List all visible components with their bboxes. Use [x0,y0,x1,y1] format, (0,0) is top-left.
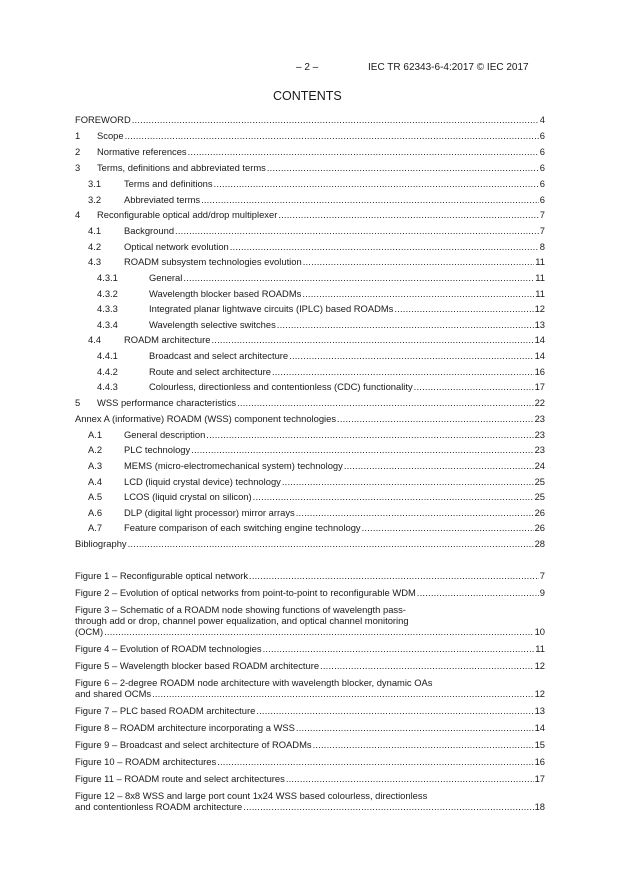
dot-leader [313,739,534,750]
toc-entry[interactable] [75,225,545,241]
toc-entry-page: 25 [534,475,545,487]
figure-page: 7 [539,570,545,581]
toc-entry-page: 23 [534,412,545,424]
toc-entry-label: Feature comparison of each switching engine technology [124,522,361,534]
toc-entry[interactable] [75,241,545,257]
toc-entry-number: 4.3.3 [97,303,118,315]
toc-entry-number: 3.2 [88,193,102,205]
toc-entry[interactable] [75,366,545,382]
figure-page: 13 [534,705,545,716]
figure-page: 11 [535,643,545,654]
toc-entry-label: LCOS (liquid crystal on silicon) [124,491,252,503]
figure-caption: Figure 8 – ROADM architecture incorporating a WSS [75,722,295,733]
dot-leader [201,194,539,205]
figure-entry[interactable] [75,773,545,784]
toc-entry-page: 12 [534,303,545,315]
dot-leader [214,178,539,189]
toc-entry-page: 8 [539,240,545,252]
figure-caption-line: through add or drop, channel power equalization, and optical channel monitoring [75,615,409,626]
toc-entry-label: Background [124,225,175,237]
toc-entry-page: 28 [534,537,545,549]
toc-entry[interactable] [75,209,545,225]
toc-entry[interactable] [75,413,545,429]
figure-entry[interactable] [75,790,545,812]
dot-leader [206,429,533,440]
toc-entry-page: 6 [539,162,545,173]
toc-entry[interactable] [75,444,545,460]
figure-page: 14 [534,722,545,733]
toc-entry[interactable] [75,256,545,272]
toc-entry-label: Terms, definitions and abbreviated terms [97,162,266,173]
figure-page: 15 [534,739,545,750]
toc-entry[interactable] [75,288,545,304]
dot-leader [302,288,534,299]
toc-entry[interactable] [75,178,545,194]
toc-entry-label: Optical network evolution [124,240,229,252]
figure-caption-line: Figure 3 – Schematic of a ROADM node showing functions of wavelength pass- [75,604,406,615]
figure-caption: Figure 11 – ROADM route and select architectures [75,773,285,784]
figure-page: 17 [534,773,545,784]
toc-entry-page: 24 [534,459,545,471]
figure-entry[interactable] [75,756,545,767]
list-of-figures [75,570,545,818]
toc-entry-label: DLP (digital light processor) mirror arrays [124,506,295,518]
figure-entry[interactable] [75,722,545,733]
toc-entry-page: 23 [534,428,545,440]
figure-page: 18 [534,801,545,812]
toc-entry[interactable] [75,130,545,146]
dot-leader [296,722,534,733]
toc-entry[interactable] [75,491,545,507]
figure-page: 9 [539,587,545,598]
dot-leader [296,507,534,518]
toc-entry-label: Annex A (informative) ROADM (WSS) component technologies [75,412,337,424]
dot-leader [272,366,534,377]
toc-entry-number: 4.4.1 [97,349,118,361]
dot-leader [128,538,534,549]
dot-leader [183,272,534,283]
toc-entry-label: Broadcast and select architecture [149,349,289,361]
toc-entry[interactable] [75,522,545,538]
toc-entry-number: 3.1 [88,178,102,189]
toc-entry[interactable] [75,538,545,554]
toc-entry-label: Colourless, directionless and contentionless (CDC) functionality [149,381,413,393]
toc-entry[interactable] [75,334,545,350]
dot-leader [303,256,535,267]
toc-entry-page: 26 [534,506,545,518]
document-reference: IEC TR 62343-6-4:2017 © IEC 2017 [368,62,529,73]
figure-entry[interactable] [75,677,545,699]
toc-entry-number: A.7 [88,522,103,534]
dot-leader [289,350,533,361]
figure-caption: and shared OCMs [75,688,152,699]
dot-leader [362,522,534,533]
toc-entry-number: 4.2 [88,240,102,252]
toc-entry-label: ROADM subsystem technologies evolution [124,256,302,268]
figure-caption: Figure 10 – ROADM architectures [75,756,217,767]
dot-leader [267,162,539,173]
toc-entry-label: FOREWORD [75,114,131,125]
toc-entry-number: A.3 [88,459,103,471]
toc-entry-number: 4.4.3 [97,381,118,393]
figure-entry[interactable] [75,587,545,598]
toc-entry-label: Wavelength selective switches [149,318,276,330]
figure-entry[interactable] [75,604,545,637]
toc-entry-label: Reconfigurable optical add/drop multiplexer [97,209,278,221]
toc-entry-label: WSS performance characteristics [97,396,237,408]
dot-leader [286,773,534,784]
toc-entry-page: 11 [535,271,545,283]
toc-entry-label: General [149,271,183,283]
table-of-contents [75,114,545,554]
toc-entry-label: Integrated planar lightwave circuits (IPLC) based ROADMs [149,303,394,315]
dot-leader [344,460,534,471]
dot-leader [249,570,539,581]
dot-leader [282,476,534,487]
figure-page: 12 [534,660,545,671]
toc-entry[interactable] [75,114,545,130]
figure-entry[interactable] [75,705,545,716]
dot-leader [394,303,533,314]
figure-caption: and contentionless ROADM architecture [75,801,243,812]
toc-entry-label: Bibliography [75,537,127,549]
dot-leader [337,413,534,424]
figure-entry[interactable] [75,739,545,750]
toc-entry-page: 16 [534,365,545,377]
dot-leader [211,334,533,345]
figure-caption-line: Figure 12 – 8x8 WSS and large port count 1x24 WSS based colourless, directionless [75,790,428,801]
toc-entry-label: LCD (liquid crystal device) technology [124,475,281,487]
dot-leader [243,801,533,812]
contents-heading: CONTENTS [273,89,342,103]
figure-caption: Figure 7 – PLC based ROADM architecture [75,705,256,716]
toc-entry[interactable] [75,476,545,492]
dot-leader [188,146,539,157]
toc-entry[interactable] [75,303,545,319]
dot-leader [320,660,534,671]
dot-leader [237,397,533,408]
toc-entry-number: 4.3.1 [97,271,118,283]
toc-entry-page: 6 [539,146,545,157]
toc-entry-label: Normative references [97,146,187,157]
figure-entry[interactable] [75,660,545,671]
toc-entry-page: 26 [534,522,545,534]
toc-entry-page: 17 [534,381,545,393]
dot-leader [230,241,539,252]
toc-entry[interactable] [75,460,545,476]
dot-leader [277,319,534,330]
toc-entry-number: 4.3.4 [97,318,118,330]
figure-page: 12 [534,688,545,699]
toc-entry-number: A.6 [88,506,103,518]
toc-entry-page: 6 [539,130,545,141]
figure-caption: Figure 4 – Evolution of ROADM technologies [75,643,262,654]
dot-leader [125,130,539,141]
figure-caption: Figure 5 – Wavelength blocker based ROADM architecture [75,660,320,671]
toc-entry-number: A.5 [88,491,103,503]
toc-entry-label: Route and select architecture [149,365,271,377]
toc-entry-page: 7 [539,225,545,237]
toc-entry-number: 2 [75,146,81,157]
dot-leader [253,491,534,502]
toc-entry-number: 4.1 [88,225,102,237]
dot-leader [191,444,533,455]
toc-entry-label: Terms and definitions [124,178,213,189]
figure-caption: Figure 1 – Reconfigurable optical network [75,570,249,581]
toc-entry-number: 4.4.2 [97,365,118,377]
toc-entry-label: PLC technology [124,444,191,456]
toc-entry[interactable] [75,319,545,335]
toc-entry-label: ROADM architecture [124,334,211,346]
toc-entry-page: 6 [539,193,545,205]
toc-entry[interactable] [75,162,545,178]
toc-entry[interactable] [75,272,545,288]
dot-leader [217,756,533,767]
toc-entry-label: Abbreviated terms [124,193,201,205]
dot-leader [175,225,539,236]
figure-entry[interactable] [75,643,545,654]
toc-entry[interactable] [75,350,545,366]
toc-entry-page: 6 [539,178,545,189]
toc-entry-number: 4.3.2 [97,287,118,299]
toc-entry-number: 1 [75,130,81,141]
toc-entry[interactable] [75,381,545,397]
toc-entry[interactable] [75,429,545,445]
toc-entry-page: 14 [534,349,545,361]
toc-entry-number: A.1 [88,428,103,440]
toc-entry-page: 11 [535,287,545,299]
toc-entry-page: 4 [539,114,545,125]
toc-entry[interactable] [75,146,545,162]
figure-entry[interactable] [75,570,545,581]
toc-entry-page: 13 [534,318,545,330]
toc-entry-label: MEMS (micro-electromechanical system) technology [124,459,343,471]
dot-leader [414,381,534,392]
toc-entry-number: 4 [75,209,81,221]
dot-leader [152,688,533,699]
toc-entry-label: Wavelength blocker based ROADMs [149,287,302,299]
toc-entry-number: 4.4 [88,334,102,346]
dot-leader [256,705,533,716]
toc-entry-page: 23 [534,444,545,456]
toc-entry-page: 14 [534,334,545,346]
dot-leader [263,643,535,654]
figure-caption: (OCM) [75,626,104,637]
dot-leader [132,114,539,125]
figure-caption-line: Figure 6 – 2-degree ROADM node architecture with wavelength blocker, dynamic OAs [75,677,433,688]
figure-page: 16 [534,756,545,767]
toc-entry-number: A.4 [88,475,103,487]
toc-entry-label: General description [124,428,206,440]
toc-entry-page: 22 [534,396,545,408]
toc-entry-number: A.2 [88,444,103,456]
toc-entry-page: 11 [535,256,545,268]
toc-entry-page: 7 [539,209,545,221]
figure-caption: Figure 9 – Broadcast and select architecture of ROADMs [75,739,312,750]
toc-entry-page: 25 [534,491,545,503]
toc-entry[interactable] [75,194,545,210]
toc-entry-number: 5 [75,396,81,408]
toc-entry[interactable] [75,397,545,413]
toc-entry-number: 3 [75,162,81,173]
toc-entry-number: 4.3 [88,256,102,268]
dot-leader [417,587,539,598]
page-number: – 2 – [296,62,319,73]
dot-leader [104,626,533,637]
figure-page: 10 [534,626,545,637]
figure-caption: Figure 2 – Evolution of optical networks from point-to-point to reconfigurable WDM [75,587,416,598]
toc-entry-label: Scope [97,130,124,141]
dot-leader [278,209,538,220]
toc-entry[interactable] [75,507,545,523]
